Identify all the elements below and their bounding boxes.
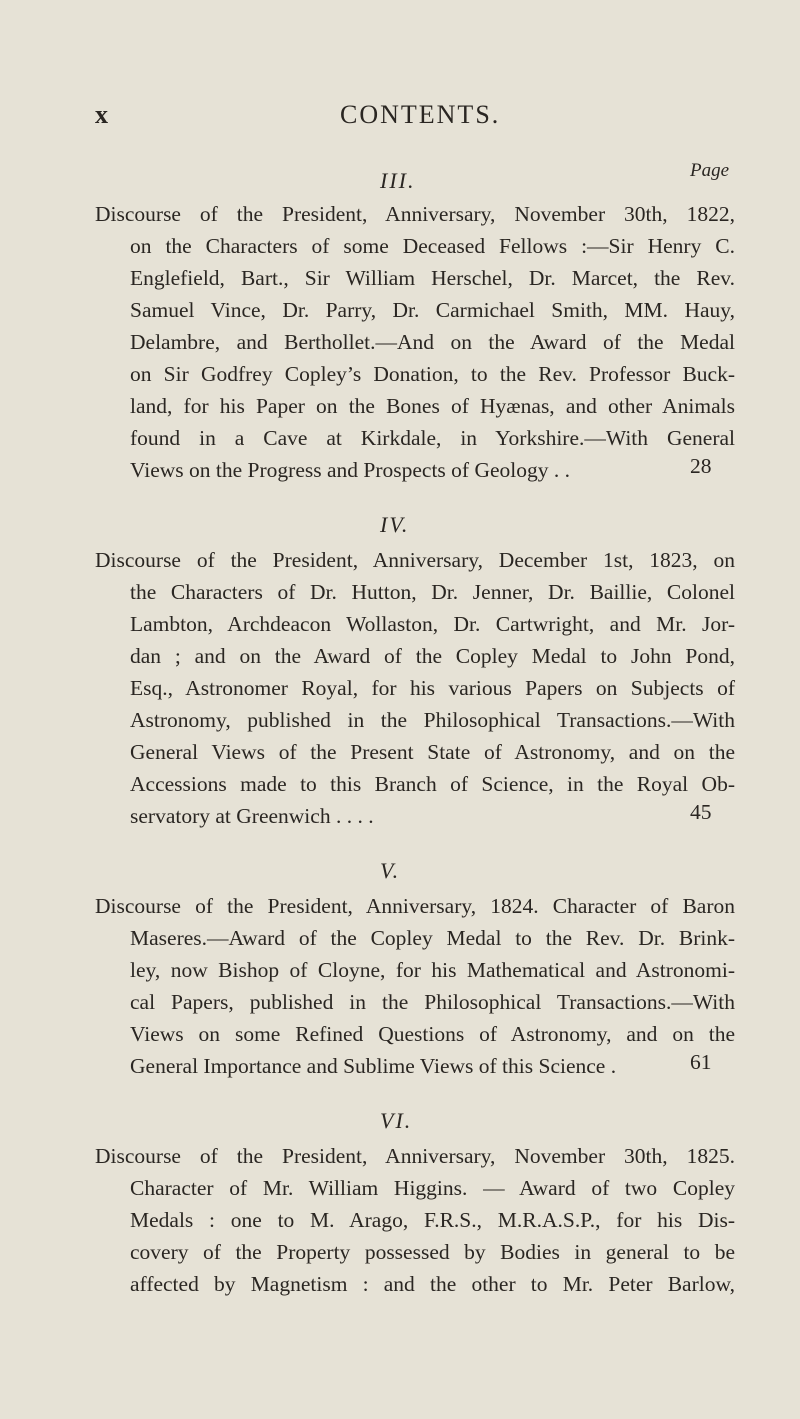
entry-line: Character of Mr. William Higgins. — Award of two Copley (130, 1176, 735, 1200)
entry-line: on Sir Godfrey Copley’s Donation, to the Rev. Professor Buck- (130, 362, 735, 386)
entry-line: Discourse of the President, Anniversary, November 30th, 1822, (95, 202, 735, 226)
entry-line: Accessions made to this Branch of Science, in the Royal Ob- (130, 772, 735, 796)
entry-line: covery of the Property possessed by Bodies in general to be (130, 1240, 735, 1264)
entry-line: servatory at Greenwich . . . . (130, 804, 374, 828)
entry-line: Lambton, Archdeacon Wollaston, Dr. Cartwright, and Mr. Jor- (130, 612, 735, 636)
page-column-label: Page (690, 160, 730, 181)
entry-line: Views on some Refined Questions of Astronomy, and on the (130, 1022, 735, 1046)
entry-line: affected by Magnetism : and the other to Mr. Peter Barlow, (130, 1272, 735, 1296)
entry-line: Astronomy, published in the Philosophical Transactions.—With (130, 708, 735, 732)
entry-line: the Characters of Dr. Hutton, Dr. Jenner, Dr. Baillie, Colonel (130, 580, 735, 604)
contents-entry (95, 198, 735, 486)
entry-line: Englefield, Bart., Sir William Herschel, Dr. Marcet, the Rev. (130, 266, 735, 290)
entry-line: Discourse of the President, Anniversary, 1824. Character of Baron (95, 894, 735, 918)
entry-line: Discourse of the President, Anniversary, December 1st, 1823, on (95, 548, 735, 572)
contents-entry (95, 544, 735, 832)
entry-line: dan ; and on the Award of the Copley Medal to John Pond, (130, 644, 735, 668)
entry-line: Medals : one to M. Arago, F.R.S., M.R.A.S.P., for his Dis- (130, 1208, 735, 1232)
entry-line: Samuel Vince, Dr. Parry, Dr. Carmichael Smith, MM. Hauy, (130, 298, 735, 322)
running-header (95, 100, 735, 140)
section-numeral: V. (380, 858, 401, 883)
entry-line: Delambre, and Berthollet.—And on the Award of the Medal (130, 330, 735, 354)
entry-line: General Views of the Present State of Astronomy, and on the (130, 740, 735, 764)
entry-line: Esq., Astronomer Royal, for his various Papers on Subjects of (130, 676, 735, 700)
entry-line: Discourse of the President, Anniversary, November 30th, 1825. (95, 1144, 735, 1168)
page-folio: x (95, 100, 109, 129)
contents-entry (95, 1140, 735, 1300)
entry-line: Views on the Progress and Prospects of Geology . . (130, 458, 570, 482)
contents-entry (95, 890, 735, 1082)
entry-line: Maseres.—Award of the Copley Medal to the Rev. Dr. Brink- (130, 926, 735, 950)
section-numeral: III. (380, 168, 416, 193)
entry-line: General Importance and Sublime Views of this Science . (130, 1054, 617, 1078)
entry-line: cal Papers, published in the Philosophical Transactions.—With (130, 990, 735, 1014)
entry-line: on the Characters of some Deceased Fellows :—Sir Henry C. (130, 234, 735, 258)
entry-line: ley, now Bishop of Cloyne, for his Mathematical and Astronomi- (130, 958, 735, 982)
page-number: 45 (690, 800, 712, 824)
section-numeral: VI. (380, 1108, 413, 1133)
entry-line: land, for his Paper on the Bones of Hyænas, and other Animals (130, 394, 735, 418)
entry-line: found in a Cave at Kirkdale, in Yorkshire.—With General (130, 426, 735, 450)
page-number: 28 (690, 454, 712, 478)
page-number: 61 (690, 1050, 712, 1074)
section-numeral: IV. (380, 512, 410, 537)
running-title: CONTENTS. (340, 100, 501, 129)
